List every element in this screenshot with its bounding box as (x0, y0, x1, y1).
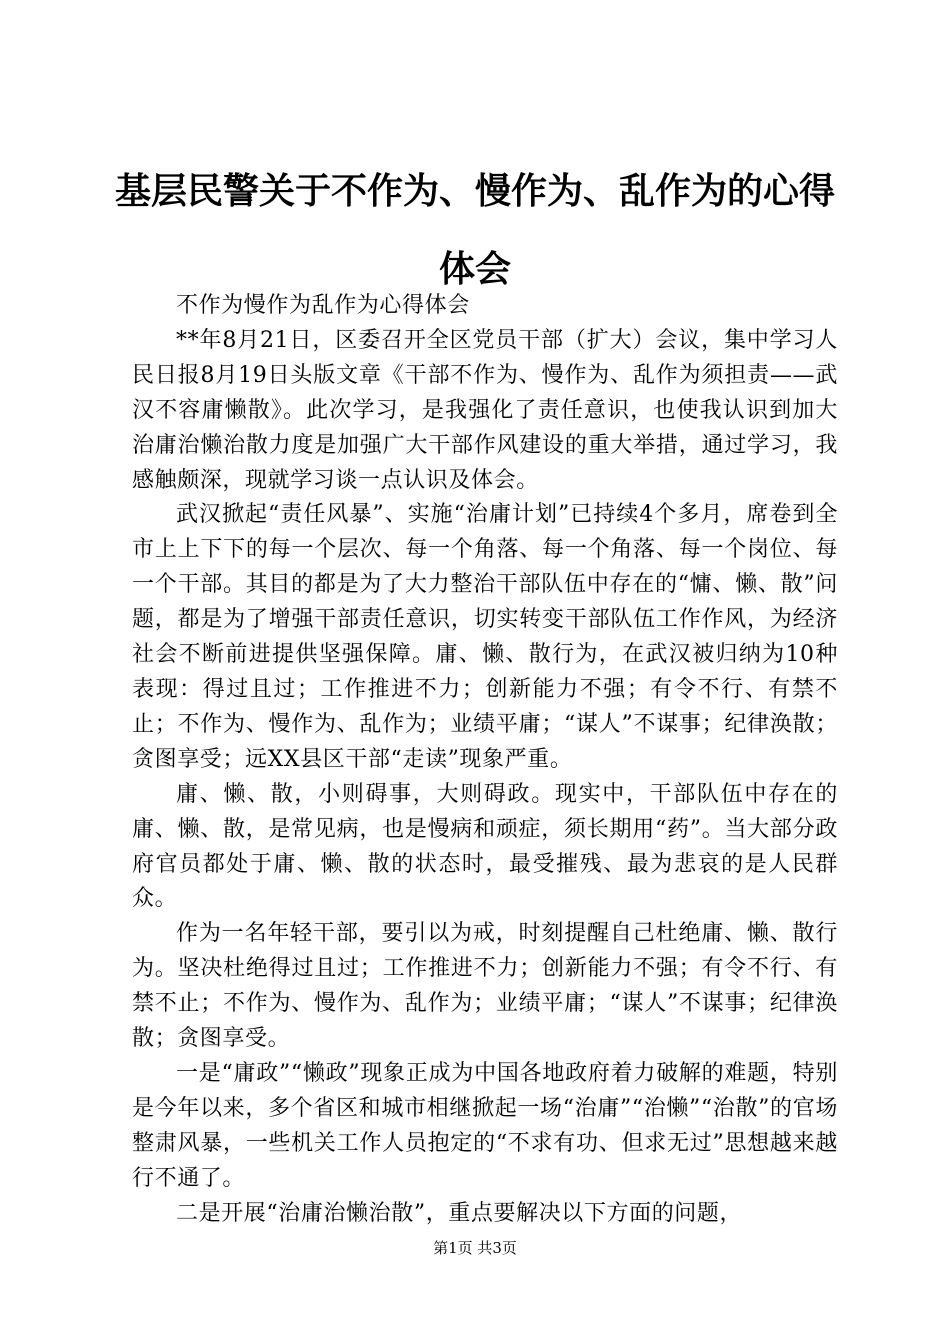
paragraph: 二是开展“治庸治懒治散”，重点要解决以下方面的问题， (176, 1200, 743, 1226)
document-title: 基层民警关于不作为、慢作为、乱作为的心得体会 (114, 170, 835, 290)
paragraph: 一是“庸政”“懒政”现象正成为中国各地政府着力破解的难题，特别是今年以来，多个省区和城市相继掀起一场“治庸”“治懒”“治散”的官场整肃风暴，一些机关工作人员抱定的“不求有功、但求无过”思想越来越行不通了。 (132, 1060, 838, 1191)
paragraph: 作为一名年轻干部，要引以为戒，时刻提醒自己杜绝庸、懒、散行为。坚决杜绝得过且过；工作推进不力；创新能力不强；有令不行、有禁不止；不作为、慢作为、乱作为；业绩平庸；“谋人”不谋事；纪律涣散；贪图享受。 (132, 921, 838, 1052)
paragraph: **年8月21日，区委召开全区党员干部（扩大）会议，集中学习人民日报8月19日头版文章《干部不作为、慢作为、乱作为须担责——武汉不容庸懒散》。此次学习，是我强化了责任意识，也使我认识到加大治庸治懒治散力度是加强广大干部作风建设的重大举措，通过学习，我感触颇深，现就学习谈一点认识及体会。 (132, 327, 838, 493)
paragraph: 武汉掀起“责任风暴”、实施“治庸计划”已持续4个多月，席卷到全市上上下下的每一个层次、每一个角落、每一个角落、每一个岗位、每一个干部。其目的都是为了大力整治干部队伍中存在的“慵、懒、散”问题，都是为了增强干部责任意识，切实转变干部队伍工作作风，为经济社会不断前进提供坚强保障。庸、懒、散行为，在武汉被归纳为10种表现：得过且过；工作推进不力；创新能力不强；有令不行、有禁不止；不作为、慢作为、乱作为；业绩平庸；“谋人”不谋事；纪律涣散；贪图享受；远XX县区干部“走读”现象严重。 (132, 502, 838, 772)
page-footer: 第1页 共3页 (433, 1239, 517, 1257)
paragraph-subtitle: 不作为慢作为乱作为心得体会 (176, 293, 470, 318)
document-body (132, 289, 838, 1231)
paragraph: 庸、懒、散，小则碍事，大则碍政。现实中，干部队伍中存在的庸、懒、散，是常见病，也是慢病和顽症，须长期用“药”。当大部分政府官员都处于庸、懒、散的状态时，最受摧残、最为悲哀的是人民群众。 (132, 781, 838, 912)
